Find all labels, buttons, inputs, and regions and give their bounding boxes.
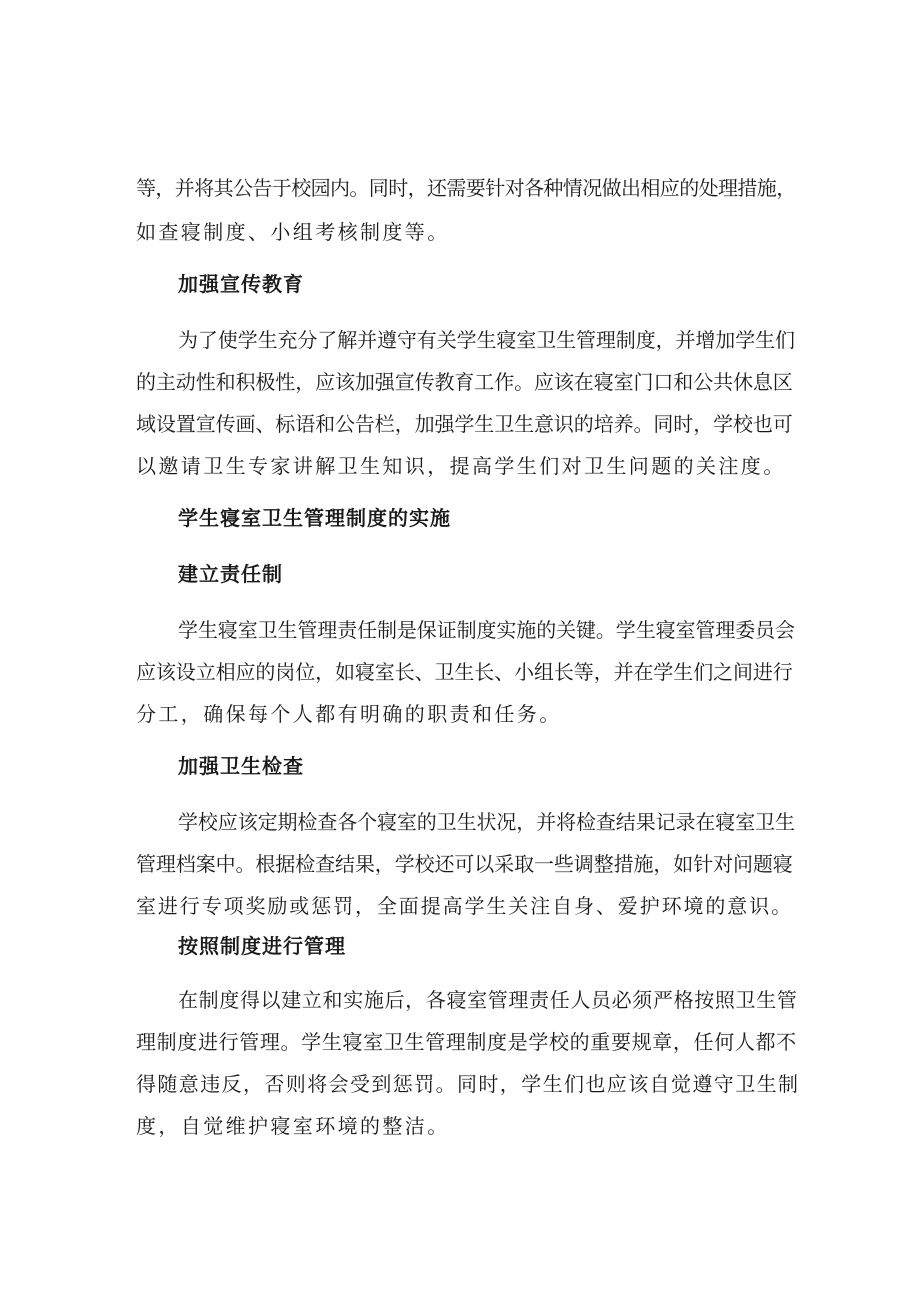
- paragraph-line: 如查寝制度、小组考核制度等。: [136, 220, 450, 244]
- paragraph-line: 学校应该定期检查各个寝室的卫生状况，并将检查结果记录在寝室卫生: [178, 810, 795, 834]
- paragraph-line: 应该设立相应的岗位，如寝室长、卫生长、小组长等，并在学生们之间进行: [136, 660, 793, 684]
- paragraph-line: 以邀请卫生专家讲解卫生知识，提高学生们对卫生问题的关注度。: [136, 454, 786, 478]
- paragraph-line: 在制度得以建立和实施后，各寝室管理责任人员必须严格按照卫生管: [178, 988, 798, 1012]
- section-heading: 按照制度进行管理: [178, 934, 346, 958]
- paragraph-line: 理制度进行管理。学生寝室卫生管理制度是学校的重要规章，任何人都不: [136, 1030, 797, 1054]
- paragraph-line: 等，并将其公告于校园内。同时，还需要针对各种情况做出相应的处理措施，: [136, 176, 796, 200]
- section-heading: 学生寝室卫生管理制度的实施: [178, 506, 451, 530]
- paragraph-line: 分工，确保每个人都有明确的职责和任务。: [136, 702, 562, 726]
- paragraph-line: 室进行专项奖励或惩罚，全面提高学生关注自身、爱护环境的意识。: [136, 894, 793, 918]
- paragraph-line: 域设置宣传画、标语和公告栏，加强学生卫生意识的培养。同时，学校也可: [136, 412, 793, 436]
- section-heading: 建立责任制: [178, 562, 283, 586]
- section-heading: 加强宣传教育: [178, 272, 304, 296]
- paragraph-line: 管理档案中。根据检查结果，学校还可以采取一些调整措施，如针对问题寝: [136, 852, 793, 876]
- paragraph-line: 的主动性和积极性，应该加强宣传教育工作。应该在寝室门口和公共休息区: [136, 370, 793, 394]
- section-heading: 加强卫生检查: [178, 754, 304, 778]
- paragraph-line: 学生寝室卫生管理责任制是保证制度实施的关键。学生寝室管理委员会: [178, 618, 795, 642]
- paragraph-line: 得随意违反，否则将会受到惩罚。同时，学生们也应该自觉遵守卫生制: [136, 1072, 800, 1096]
- paragraph-line: 度，自觉维护寝室环境的整洁。: [136, 1114, 450, 1138]
- paragraph-line: 为了使学生充分了解并遵守有关学生寝室卫生管理制度，并增加学生们: [178, 328, 795, 352]
